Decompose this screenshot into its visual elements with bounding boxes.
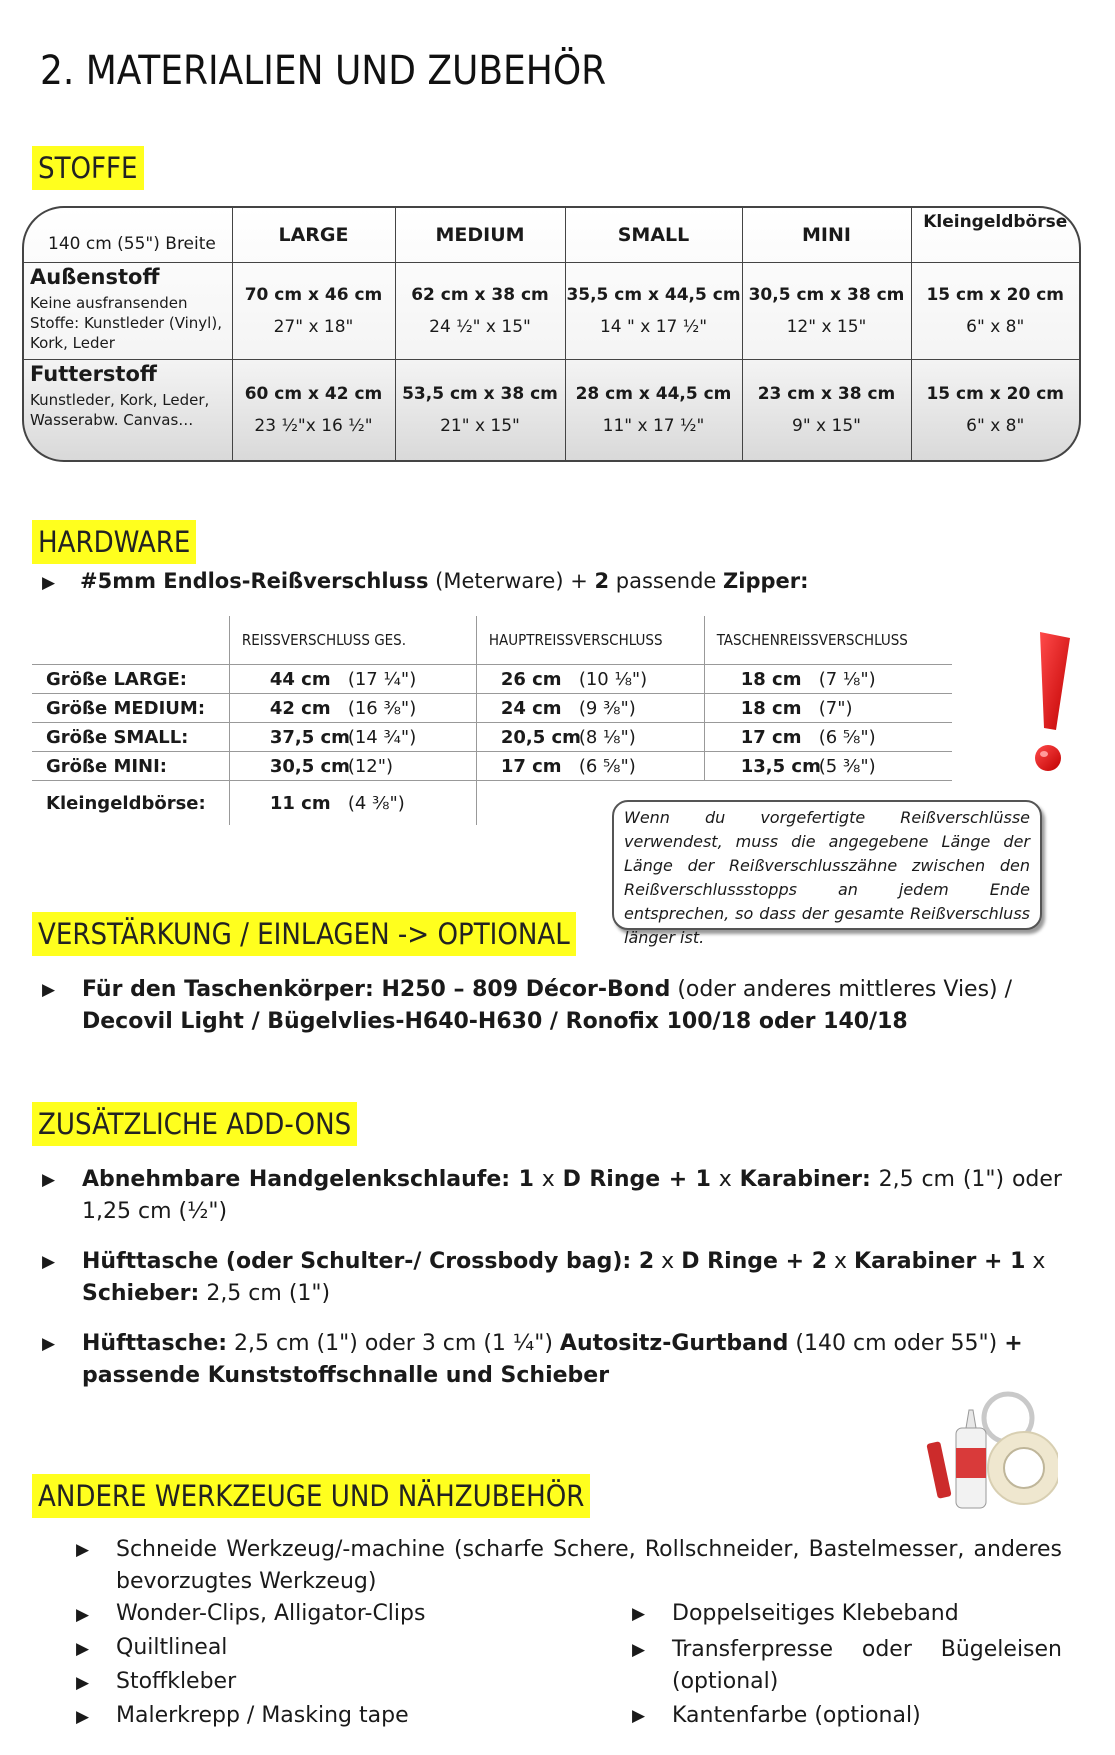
zip-header-main: HAUPTREISSVERSCHLUSS xyxy=(476,616,704,665)
zip-main-cm: 24 cm xyxy=(500,697,562,719)
inch-value: 11" x 17 ½" xyxy=(602,415,705,436)
zip-total-cm: 11 cm xyxy=(269,792,331,814)
tools-illustration-icon xyxy=(918,1386,1058,1516)
addon-text: x xyxy=(533,1167,563,1192)
section-heading-verstaerkung: VERSTÄRKUNG / EINLAGEN -> OPTIONAL xyxy=(32,912,576,956)
zip-main-cm: 20,5 cm xyxy=(500,726,581,748)
tool-item: Transferpresse oder Bügeleisen (optional) xyxy=(672,1637,1062,1694)
inch-value: 12" x 15" xyxy=(786,316,867,337)
tool-item: Kantenfarbe (optional) xyxy=(672,1703,921,1728)
interfacing-main: Für den Taschenkörper: H250 – 809 Décor-Bond xyxy=(82,977,671,1002)
list-item xyxy=(76,1666,596,1699)
zipper-table xyxy=(32,616,952,825)
bullet-arrow-icon: ▶ xyxy=(42,1334,56,1354)
section-heading-hardware: HARDWARE xyxy=(32,520,196,564)
size-header-medium: MEDIUM xyxy=(395,208,565,262)
list-item xyxy=(76,1632,596,1665)
list-item xyxy=(632,1700,1062,1732)
fabric-cell xyxy=(232,262,395,359)
interfacing-alternatives: Decovil Light / Bügelvlies-H640-H630 / Ronofix 100/18 oder 140/18 xyxy=(82,1009,908,1034)
tool-item: Doppelseitiges Klebeband xyxy=(672,1601,959,1626)
bullet-arrow-icon: ▶ xyxy=(632,1604,646,1624)
tool-item: Stoffkleber xyxy=(116,1669,237,1694)
table-row xyxy=(32,723,952,752)
zipper-count: 2 xyxy=(594,569,610,593)
fabric-cell xyxy=(395,359,565,460)
tool-item: Quiltlineal xyxy=(116,1635,228,1660)
bullet-arrow-icon: ▶ xyxy=(76,1605,90,1625)
addon-text: 2,5 cm (1") xyxy=(199,1281,331,1306)
addon-text: x xyxy=(1025,1249,1046,1274)
fabric-cell xyxy=(565,359,742,460)
cm-value: 30,5 cm x 38 cm xyxy=(748,284,905,305)
cm-value: 28 cm x 44,5 cm xyxy=(575,383,732,404)
inch-value: 27" x 18" xyxy=(273,316,354,337)
zip-total-cm: 44 cm xyxy=(269,668,331,690)
zipper-label: Zipper: xyxy=(723,569,809,593)
warning-exclamation-icon xyxy=(1022,630,1082,778)
interfacing-note: (oder anderes mittleres Vies) / xyxy=(670,977,1013,1002)
inch-value: 6" x 8" xyxy=(966,316,1025,337)
addon-text: x xyxy=(827,1249,855,1274)
list-item xyxy=(632,1598,1062,1630)
list-item xyxy=(76,1534,1062,1598)
zip-total-in: (17 ¼") xyxy=(347,668,417,690)
addon-label: Karabiner: xyxy=(739,1167,871,1192)
fabric-cell xyxy=(742,262,911,359)
fabric-description: Kunstleder, Kork, Leder, Wasserabw. Canvas… xyxy=(30,390,210,429)
zip-pocket-in: (5 ⅜") xyxy=(818,755,876,777)
zip-total-in: (14 ¾") xyxy=(347,726,417,748)
bullet-arrow-icon: ▶ xyxy=(632,1706,646,1726)
fabric-cell xyxy=(565,262,742,359)
zipper-text: passende xyxy=(609,569,724,593)
addon-text: 2,5 cm (1") oder 1,25 cm (½") xyxy=(82,1167,1062,1224)
addon-label: + passende Kunststoffschnalle und Schieber xyxy=(82,1331,1023,1388)
cm-value: 70 cm x 46 cm xyxy=(244,284,383,305)
zip-pocket-in: (7") xyxy=(818,697,853,719)
list-item xyxy=(42,1246,1062,1310)
fabric-table xyxy=(22,206,1081,462)
addon-label: Karabiner + 1 xyxy=(854,1249,1026,1274)
list-item xyxy=(76,1598,596,1631)
bullet-arrow-icon: ▶ xyxy=(76,1707,90,1727)
zip-row-label: Größe SMALL: xyxy=(32,723,229,752)
zip-pocket-cm: 13,5 cm xyxy=(740,755,821,777)
size-header-small: SMALL xyxy=(565,208,742,262)
section-heading-werkzeuge: ANDERE WERKZEUGE UND NÄHZUBEHÖR xyxy=(32,1474,590,1518)
zip-total-cm: 30,5 cm xyxy=(269,755,350,777)
size-header-mini: MINI xyxy=(742,208,911,262)
addon-label: Autositz-Gurtband xyxy=(559,1331,789,1356)
zip-total-in: (4 ⅜") xyxy=(347,792,405,814)
zip-main-cm: 26 cm xyxy=(500,668,562,690)
inch-value: 6" x 8" xyxy=(966,415,1025,436)
tool-item: Wonder-Clips, Alligator-Clips xyxy=(116,1601,426,1626)
fabric-name: Futterstoff xyxy=(30,361,157,386)
zipper-note-box: Wenn du vorgefertigte Reißverschlüsse verwendest, muss die angegebene Länge der Länge der Reißverschlusszähne zwischen den Reißverschlussstopps an jedem Ende entsprechen, so dass der gesamte Reißverschluss länger ist. xyxy=(612,800,1042,930)
zip-total-cm: 42 cm xyxy=(269,697,331,719)
inch-value: 21" x 15" xyxy=(440,415,520,436)
bullet-arrow-icon: ▶ xyxy=(76,1540,90,1560)
fabric-cell xyxy=(911,359,1079,460)
inch-value: 14 " x 17 ½" xyxy=(599,316,708,337)
cm-value: 35,5 cm x 44,5 cm xyxy=(566,284,741,305)
fabric-width-label: 140 cm (55") Breite xyxy=(24,208,232,262)
zipper-note: (Meterware) + xyxy=(428,569,595,593)
zip-header-pocket: TASCHENREISSVERSCHLUSS xyxy=(704,616,952,665)
list-item xyxy=(632,1634,1062,1698)
bullet-arrow-icon: ▶ xyxy=(42,573,56,593)
zip-total-cm: 37,5 cm xyxy=(269,726,350,748)
interfacing-bullet xyxy=(42,974,1062,1038)
fabric-row-label xyxy=(24,262,232,359)
bullet-arrow-icon: ▶ xyxy=(76,1673,90,1693)
bullet-arrow-icon: ▶ xyxy=(42,1252,56,1272)
list-item xyxy=(42,1328,1062,1392)
zip-main-in: (6 ⅝") xyxy=(578,755,636,777)
addon-label: Hüfttasche: xyxy=(82,1331,228,1356)
cm-value: 23 cm x 38 cm xyxy=(757,383,896,404)
addon-text: x xyxy=(654,1249,682,1274)
table-row xyxy=(32,694,952,723)
zip-pocket-cm: 18 cm xyxy=(740,697,802,719)
addon-label: Schieber: xyxy=(82,1281,200,1306)
table-row xyxy=(32,665,952,694)
cm-value: 15 cm x 20 cm xyxy=(926,383,1065,404)
zip-row-label: Größe LARGE: xyxy=(32,665,229,694)
zip-row-label: Kleingeldbörse: xyxy=(46,792,206,814)
list-item xyxy=(42,1164,1062,1228)
zipper-bullet xyxy=(42,569,809,593)
addon-text: x xyxy=(710,1167,740,1192)
section-heading-addons: ZUSÄTZLICHE ADD-ONS xyxy=(32,1102,357,1146)
tools-left-list xyxy=(76,1598,596,1733)
section-heading-stoffe: STOFFE xyxy=(32,146,144,190)
fabric-cell xyxy=(395,262,565,359)
bullet-arrow-icon: ▶ xyxy=(42,1170,56,1190)
zipper-type: #5mm Endlos-Reißverschluss xyxy=(80,569,429,593)
fabric-cell xyxy=(742,359,911,460)
addon-label: Hüfttasche (oder Schulter-/ Crossbody bag): 2 xyxy=(82,1249,655,1274)
cm-value: 53,5 cm x 38 cm xyxy=(402,383,558,404)
page-title: 2. MATERIALIEN UND ZUBEHÖR xyxy=(40,48,607,94)
inch-value: 9" x 15" xyxy=(792,415,861,436)
bullet-arrow-icon: ▶ xyxy=(42,980,56,1000)
zip-main-in: (8 ⅛") xyxy=(578,726,636,748)
zip-main-in: (10 ⅛") xyxy=(578,668,648,690)
zip-pocket-in: (7 ⅛") xyxy=(818,668,876,690)
addon-label: D Ringe + 2 xyxy=(681,1249,827,1274)
inch-value: 24 ½" x 15" xyxy=(429,316,531,337)
zip-row-label: Größe MINI: xyxy=(32,752,229,781)
zip-row-label: Größe MEDIUM: xyxy=(32,694,229,723)
fabric-cell xyxy=(911,262,1079,359)
table-row xyxy=(32,752,952,781)
inch-value: 23 ½"x 16 ½" xyxy=(254,415,373,436)
fabric-description: Keine ausfransenden Stoffe: Kunstleder (Vinyl), Kork, Leder xyxy=(30,293,222,352)
fabric-cell xyxy=(232,359,395,460)
addon-label: Abnehmbare Handgelenkschlaufe: 1 xyxy=(82,1167,534,1192)
cm-value: 62 cm x 38 cm xyxy=(411,284,549,305)
zip-main-cm: 17 cm xyxy=(500,755,562,777)
fabric-name: Außenstoff xyxy=(30,264,160,289)
addon-text: (140 cm oder 55") xyxy=(788,1331,1005,1356)
zip-total-in: (16 ⅜") xyxy=(347,697,417,719)
bullet-arrow-icon: ▶ xyxy=(632,1640,646,1660)
fabric-row-label xyxy=(24,359,232,460)
zip-pocket-in: (6 ⅝") xyxy=(818,726,876,748)
zip-total-in: (12") xyxy=(347,755,394,777)
zip-main-in: (9 ⅜") xyxy=(578,697,636,719)
zip-header-total: REISSVERSCHLUSS GES. xyxy=(229,616,476,665)
tool-item: Malerkrepp / Masking tape xyxy=(116,1703,409,1728)
cm-value: 15 cm x 20 cm xyxy=(926,284,1065,305)
addon-text: 2,5 cm (1") oder 3 cm (1 ¼") xyxy=(227,1331,560,1356)
size-header-kleingeldboerse: Kleingeldbörse xyxy=(911,208,1079,262)
tool-item: Schneide Werkzeug/-machine (scharfe Schere, Rollschneider, Bastelmesser, anderes bevorzugtes Werkzeug) xyxy=(116,1537,1062,1594)
bullet-arrow-icon: ▶ xyxy=(76,1639,90,1659)
tools-right-list xyxy=(632,1598,1062,1732)
list-item xyxy=(76,1700,596,1733)
addon-label: D Ringe + 1 xyxy=(562,1167,711,1192)
zip-pocket-cm: 17 cm xyxy=(740,726,802,748)
zip-pocket-cm: 18 cm xyxy=(740,668,802,690)
size-header-large: LARGE xyxy=(232,208,395,262)
cm-value: 60 cm x 42 cm xyxy=(244,383,383,404)
